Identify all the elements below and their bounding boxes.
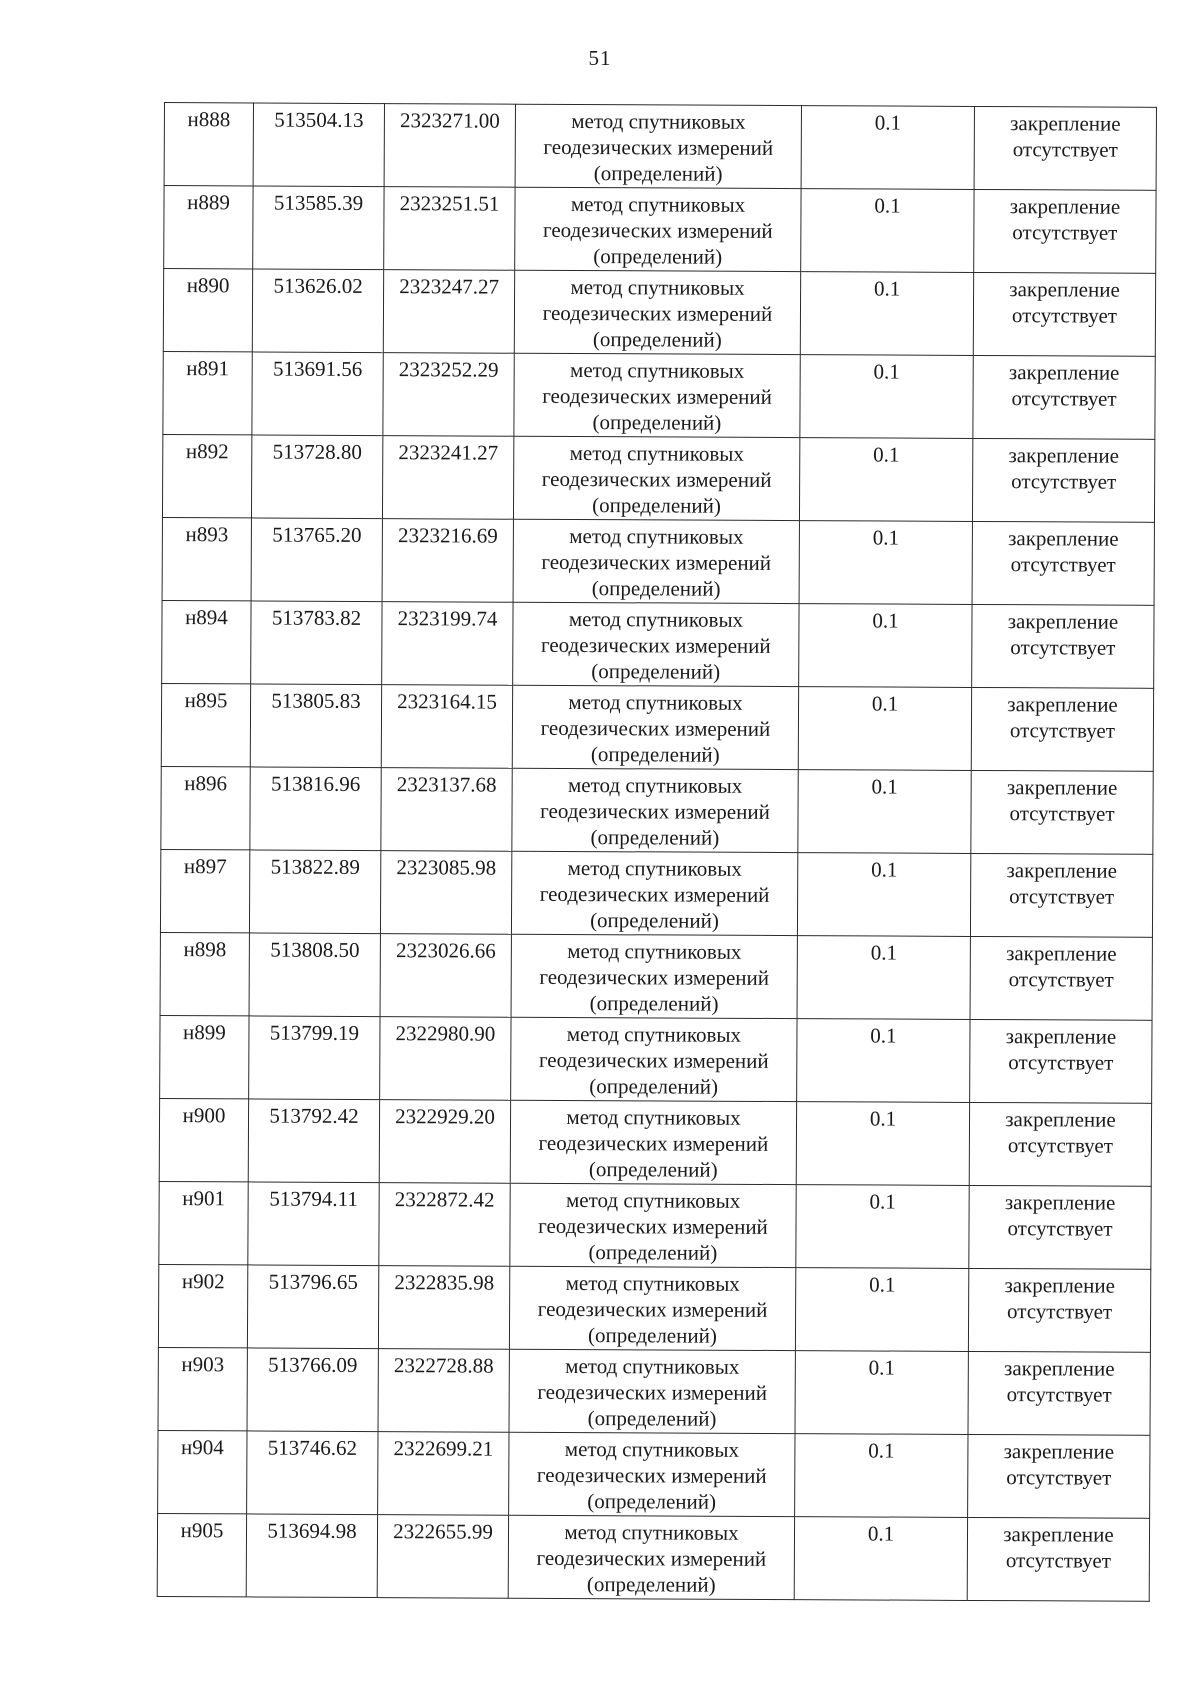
fixing-cell <box>969 1185 1151 1269</box>
y-coordinate-cell-text: 2323252.29 <box>398 357 499 382</box>
accuracy-cell <box>798 687 971 771</box>
y-coordinate-cell <box>381 768 512 852</box>
accuracy-cell-text: 0.1 <box>872 525 900 550</box>
x-coordinate-cell <box>251 435 382 519</box>
point-id-cell-text: н899 <box>183 1020 226 1045</box>
accuracy-cell <box>794 1517 967 1601</box>
accuracy-cell-text: 0.1 <box>869 1272 896 1297</box>
y-coordinate-cell-text: 2322929.20 <box>395 1104 495 1129</box>
point-id-cell-text: н890 <box>186 273 230 298</box>
y-coordinate-cell <box>380 851 511 935</box>
point-id-cell-text: н900 <box>182 1103 226 1128</box>
y-coordinate-cell <box>378 1266 509 1350</box>
y-coordinate-cell <box>383 270 514 354</box>
y-coordinate-cell-text: 2323241.27 <box>398 440 499 465</box>
table-row <box>157 1513 1149 1601</box>
point-id-cell <box>158 1264 247 1347</box>
y-coordinate-cell <box>378 1432 509 1516</box>
fixing-cell <box>968 1351 1150 1435</box>
method-cell <box>515 187 801 271</box>
y-coordinate-cell-text: 2322699.21 <box>393 1436 494 1461</box>
y-coordinate-cell-text: 2323247.27 <box>399 274 500 299</box>
y-coordinate-cell <box>382 436 513 520</box>
fixing-cell <box>970 1019 1152 1103</box>
method-cell-text: метод спутниковых геодезических измерений (определений) <box>541 523 772 601</box>
table-row <box>159 1181 1151 1269</box>
x-coordinate-cell <box>249 850 380 934</box>
point-id-cell <box>157 1513 246 1596</box>
x-coordinate-cell-text: 513783.82 <box>271 605 362 630</box>
method-cell-text: метод спутниковых геодезических измерений (определений) <box>541 440 772 518</box>
fixing-cell <box>967 1517 1149 1601</box>
y-coordinate-cell-text: 2322835.98 <box>394 1270 495 1295</box>
accuracy-cell <box>799 521 972 605</box>
y-coordinate-cell <box>380 934 511 1018</box>
table-row <box>158 1430 1150 1518</box>
point-id-cell <box>160 1015 249 1098</box>
x-coordinate-cell <box>253 186 384 270</box>
fixing-cell-text: закрепление отсутствует <box>1007 692 1118 743</box>
accuracy-cell <box>795 1268 968 1352</box>
point-id-cell <box>160 849 249 932</box>
x-coordinate-cell <box>248 1099 379 1183</box>
point-id-cell-text: н896 <box>184 771 228 796</box>
point-id-cell-text: н895 <box>184 688 228 713</box>
point-id-cell <box>162 517 251 600</box>
point-id-cell <box>158 1430 247 1513</box>
point-id-cell <box>161 766 250 849</box>
accuracy-cell-text: 0.1 <box>871 691 899 716</box>
method-cell <box>511 934 797 1018</box>
point-id-cell-text: н901 <box>182 1186 226 1211</box>
method-cell-text: метод спутниковых геодезических измерений (определений) <box>539 938 770 1016</box>
point-id-cell <box>159 1181 248 1264</box>
fixing-cell-text: закрепление отсутствует <box>1009 277 1120 328</box>
x-coordinate-cell <box>250 767 381 851</box>
table-row <box>161 766 1153 854</box>
y-coordinate-cell <box>377 1515 508 1599</box>
fixing-cell-text: закрепление отсутствует <box>1004 1273 1116 1324</box>
fixing-cell <box>971 687 1153 771</box>
point-id-cell <box>163 269 252 352</box>
coordinates-table <box>157 102 1157 1602</box>
fixing-cell <box>973 272 1155 356</box>
method-cell-text: метод спутниковых геодезических измерений (определений) <box>538 1104 769 1182</box>
y-coordinate-cell <box>384 104 515 188</box>
fixing-cell-text: закрепление отсутствует <box>1008 443 1120 494</box>
x-coordinate-cell <box>246 1514 377 1598</box>
method-cell-text: метод спутниковых геодезических измерений (определений) <box>540 772 770 850</box>
accuracy-cell <box>795 1351 968 1435</box>
accuracy-cell-text: 0.1 <box>872 608 899 633</box>
point-id-cell-text: н903 <box>181 1352 225 1377</box>
point-id-cell <box>159 1098 248 1181</box>
fixing-cell <box>974 189 1156 273</box>
table-row <box>163 269 1155 357</box>
table-row <box>164 103 1156 191</box>
fixing-cell-text: закрепление отсутствует <box>1009 194 1121 245</box>
x-coordinate-cell-text: 513808.50 <box>270 937 360 962</box>
point-id-cell <box>164 103 253 186</box>
x-coordinate-cell-text: 513626.02 <box>273 273 363 298</box>
point-id-cell-text: н892 <box>185 439 229 464</box>
table-row <box>158 1264 1150 1352</box>
method-cell <box>511 1017 797 1101</box>
accuracy-cell-text: 0.1 <box>873 276 901 301</box>
x-coordinate-cell-text: 513799.19 <box>269 1020 360 1045</box>
point-id-cell <box>161 683 250 766</box>
point-id-cell-text: н897 <box>183 854 227 879</box>
x-coordinate-cell <box>252 352 383 436</box>
fixing-cell-text: закрепление отсутствует <box>1010 111 1121 162</box>
x-coordinate-cell-text: 513822.89 <box>270 854 360 879</box>
x-coordinate-cell <box>250 684 381 768</box>
x-coordinate-cell-text: 513504.13 <box>274 107 364 132</box>
method-cell <box>512 768 798 852</box>
x-coordinate-cell <box>248 1182 379 1266</box>
fixing-cell-text: закрепление отсутствует <box>1004 1356 1115 1407</box>
method-cell-text: метод спутниковых геодезических измерений (определений) <box>542 274 773 352</box>
y-coordinate-cell-text: 2323271.00 <box>399 108 500 133</box>
y-coordinate-cell <box>381 685 512 769</box>
x-coordinate-cell <box>252 269 383 353</box>
point-id-cell <box>158 1347 247 1430</box>
y-coordinate-cell-text: 2323137.68 <box>396 772 497 797</box>
method-cell <box>509 1266 795 1350</box>
x-coordinate-cell <box>247 1348 378 1432</box>
method-cell-text: метод спутниковых геодезических измерений (определений) <box>536 1436 767 1514</box>
point-id-cell-text: н891 <box>186 356 230 381</box>
method-cell-text: метод спутниковых геодезических измерений (определений) <box>540 606 771 684</box>
fixing-cell <box>972 521 1154 605</box>
fixing-cell-text: закрепление отсутствует <box>1006 775 1118 826</box>
accuracy-cell-text: 0.1 <box>871 857 898 882</box>
point-id-cell-text: н905 <box>180 1518 224 1543</box>
accuracy-cell-text: 0.1 <box>868 1438 895 1463</box>
y-coordinate-cell-text: 2323199.74 <box>397 606 498 631</box>
accuracy-cell-text: 0.1 <box>873 359 900 384</box>
accuracy-cell-text: 0.1 <box>867 1521 895 1546</box>
y-coordinate-cell-text: 2322980.90 <box>395 1021 496 1046</box>
x-coordinate-cell <box>249 1016 380 1100</box>
x-coordinate-cell-text: 513765.20 <box>272 522 362 547</box>
table-row <box>160 932 1152 1020</box>
accuracy-cell <box>796 1185 969 1269</box>
method-cell <box>514 353 800 437</box>
fixing-cell-text: закрепление отсутствует <box>1004 1190 1116 1241</box>
accuracy-cell <box>795 1434 968 1518</box>
fixing-cell-text: закрепление отсутствует <box>1008 526 1119 577</box>
accuracy-cell-text: 0.1 <box>869 1106 897 1131</box>
accuracy-cell <box>797 853 970 937</box>
fixing-cell <box>970 853 1152 937</box>
point-id-cell <box>162 600 251 683</box>
fixing-cell <box>972 438 1154 522</box>
method-cell <box>514 270 800 354</box>
table-row <box>163 351 1155 439</box>
x-coordinate-cell-text: 513766.09 <box>268 1352 358 1377</box>
y-coordinate-cell-text: 2323164.15 <box>397 689 498 714</box>
fixing-cell <box>968 1268 1150 1352</box>
y-coordinate-cell-text: 2322728.88 <box>393 1353 494 1378</box>
accuracy-cell-text: 0.1 <box>874 193 901 218</box>
y-coordinate-cell-text: 2323026.66 <box>395 938 496 963</box>
point-id-cell-text: н904 <box>180 1435 224 1460</box>
accuracy-cell-text: 0.1 <box>869 1189 896 1214</box>
method-cell <box>513 519 799 603</box>
table-row <box>164 186 1156 274</box>
y-coordinate-cell <box>382 519 513 603</box>
y-coordinate-cell <box>379 1183 510 1267</box>
table-row <box>158 1347 1150 1435</box>
x-coordinate-cell-text: 513691.56 <box>273 356 363 381</box>
accuracy-cell-text: 0.1 <box>871 774 898 799</box>
point-id-cell <box>163 351 252 434</box>
page-number: 51 <box>588 46 612 70</box>
accuracy-cell <box>796 1102 969 1186</box>
fixing-cell <box>968 1434 1150 1518</box>
x-coordinate-cell <box>251 601 382 685</box>
x-coordinate-cell-text: 513794.11 <box>269 1186 358 1211</box>
table-row <box>159 1098 1151 1186</box>
fixing-cell-text: закрепление отсутствует <box>1008 360 1120 411</box>
table-row <box>162 600 1154 688</box>
y-coordinate-cell-text: 2322655.99 <box>393 1519 493 1544</box>
x-coordinate-cell-text: 513694.98 <box>267 1518 357 1543</box>
table-row <box>160 1015 1152 1103</box>
table-row <box>162 517 1154 605</box>
point-id-cell-text: н889 <box>187 190 230 215</box>
accuracy-cell <box>801 106 974 190</box>
y-coordinate-cell <box>380 1017 511 1101</box>
fixing-cell-text: закрепление отсутствует <box>1005 1107 1116 1158</box>
method-cell-text: метод спутниковых геодезических измерений (определений) <box>543 108 774 186</box>
accuracy-cell <box>801 189 974 273</box>
point-id-cell <box>160 932 249 1015</box>
method-cell-text: метод спутниковых геодезических измерений (определений) <box>537 1353 768 1431</box>
method-cell-text: метод спутниковых геодезических измерений (определений) <box>542 357 772 435</box>
y-coordinate-cell <box>382 602 513 686</box>
table-row <box>162 434 1154 522</box>
fixing-cell <box>974 106 1156 190</box>
x-coordinate-cell-text: 513796.65 <box>268 1269 358 1294</box>
fixing-cell-text: закрепление отсутствует <box>1003 1522 1114 1573</box>
point-id-cell-text: н888 <box>187 107 231 132</box>
x-coordinate-cell <box>251 518 382 602</box>
x-coordinate-cell-text: 513746.62 <box>267 1435 358 1460</box>
x-coordinate-cell <box>247 1431 378 1515</box>
accuracy-cell <box>797 936 970 1020</box>
method-cell-text: метод спутниковых геодезических измерений (определений) <box>540 689 771 767</box>
y-coordinate-cell <box>383 353 514 437</box>
x-coordinate-cell-text: 513816.96 <box>270 771 361 796</box>
method-cell <box>512 685 798 769</box>
table-row <box>161 683 1153 771</box>
accuracy-cell <box>798 770 971 854</box>
fixing-cell <box>971 770 1153 854</box>
y-coordinate-cell-text: 2323251.51 <box>399 191 500 216</box>
method-cell <box>509 1349 795 1433</box>
y-coordinate-cell-text: 2322872.42 <box>394 1187 495 1212</box>
accuracy-cell <box>799 438 972 522</box>
x-coordinate-cell-text: 513585.39 <box>273 190 364 215</box>
point-id-cell-text: н893 <box>185 522 229 547</box>
x-coordinate-cell <box>247 1265 378 1349</box>
method-cell-text: метод спутниковых геодезических измерений (определений) <box>539 855 770 933</box>
fixing-cell-text: закрепление отсутствует <box>1006 858 1118 909</box>
point-id-cell-text: н898 <box>183 937 227 962</box>
accuracy-cell-text: 0.1 <box>870 1023 897 1048</box>
accuracy-cell <box>799 604 972 688</box>
method-cell <box>511 851 797 935</box>
table-row <box>160 849 1152 937</box>
x-coordinate-cell <box>253 103 384 187</box>
point-id-cell-text: н894 <box>185 605 228 630</box>
method-cell <box>513 436 799 520</box>
accuracy-cell-text: 0.1 <box>868 1355 896 1380</box>
method-cell <box>508 1515 794 1599</box>
point-id-cell <box>164 186 253 269</box>
method-cell <box>509 1432 795 1516</box>
accuracy-cell <box>800 355 973 439</box>
y-coordinate-cell <box>378 1349 509 1433</box>
fixing-cell <box>969 1102 1151 1186</box>
x-coordinate-cell-text: 513792.42 <box>269 1103 359 1128</box>
y-coordinate-cell <box>379 1100 510 1184</box>
method-cell-text: метод спутниковых геодезических измерений (определений) <box>536 1519 767 1597</box>
fixing-cell <box>973 355 1155 439</box>
point-id-cell-text: н902 <box>181 1269 225 1294</box>
method-cell <box>515 104 801 188</box>
fixing-cell <box>972 604 1154 688</box>
x-coordinate-cell-text: 513805.83 <box>271 688 361 713</box>
fixing-cell-text: закрепление отсутствует <box>1006 941 1117 992</box>
method-cell <box>510 1100 796 1184</box>
y-coordinate-cell <box>384 187 515 271</box>
accuracy-cell-text: 0.1 <box>873 442 900 467</box>
accuracy-cell <box>797 1019 970 1103</box>
y-coordinate-cell-text: 2323216.69 <box>397 523 498 548</box>
method-cell-text: метод спутниковых геодезических измерений (определений) <box>538 1187 768 1265</box>
fixing-cell-text: закрепление отсутствует <box>1005 1024 1117 1075</box>
x-coordinate-cell-text: 513728.80 <box>272 439 362 464</box>
method-cell-text: метод спутниковых геодезических измерений (определений) <box>542 191 773 269</box>
table-body <box>157 103 1156 1602</box>
method-cell-text: метод спутниковых геодезических измерений (определений) <box>537 1270 768 1348</box>
method-cell <box>510 1183 796 1267</box>
accuracy-cell-text: 0.1 <box>870 940 898 965</box>
accuracy-cell <box>800 272 973 356</box>
x-coordinate-cell <box>249 933 380 1017</box>
method-cell <box>513 602 799 686</box>
y-coordinate-cell-text: 2323085.98 <box>396 855 497 880</box>
accuracy-cell-text: 0.1 <box>874 110 902 135</box>
fixing-cell-text: закрепление отсутствует <box>1003 1439 1115 1490</box>
fixing-cell <box>970 936 1152 1020</box>
point-id-cell <box>162 434 251 517</box>
fixing-cell-text: закрепление отсутствует <box>1007 609 1119 660</box>
method-cell-text: метод спутниковых геодезических измерений (определений) <box>538 1021 769 1099</box>
